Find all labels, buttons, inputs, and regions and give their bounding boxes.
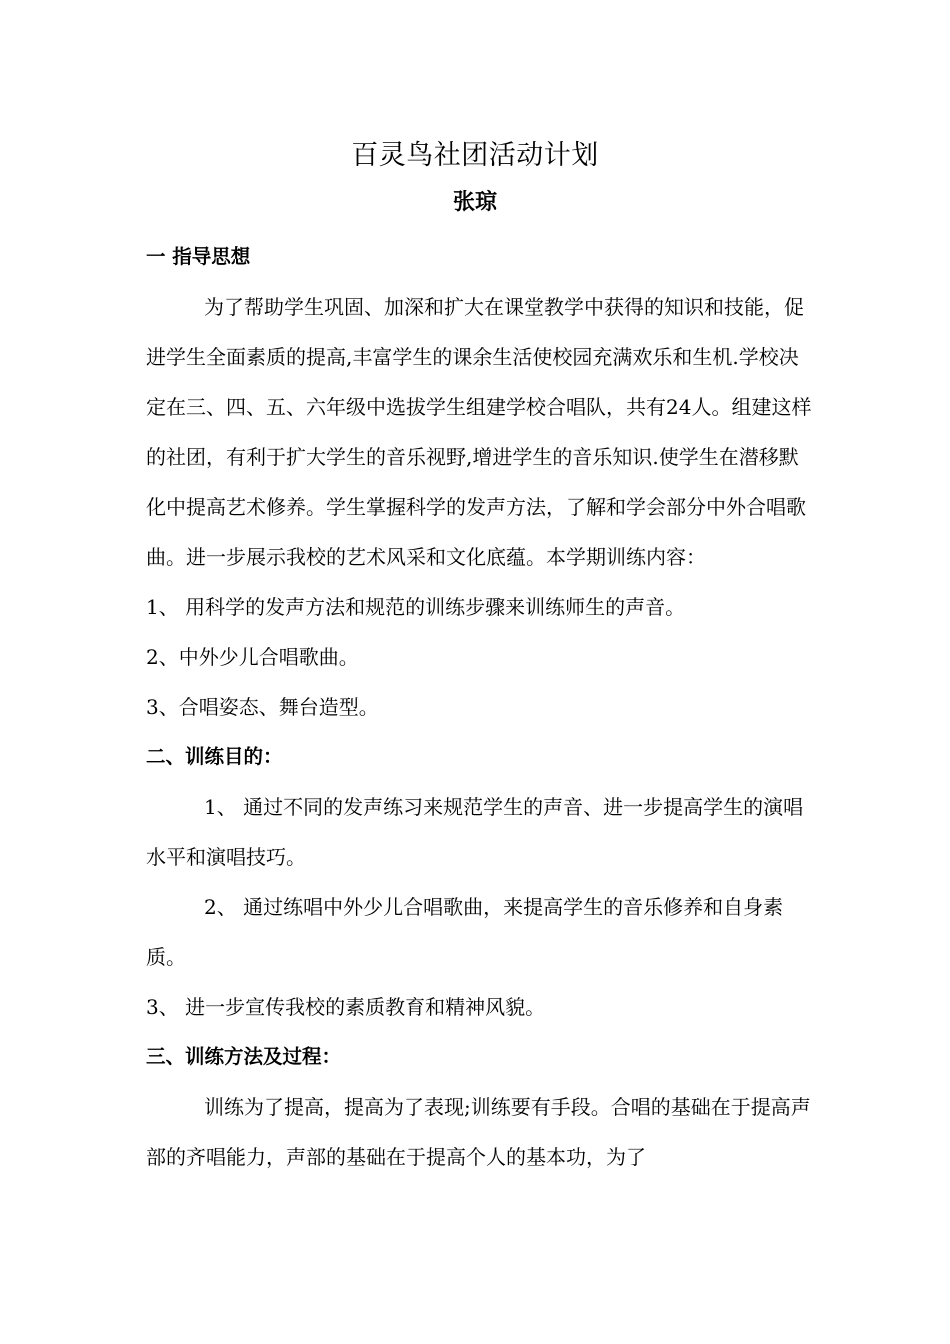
list-item: 1、 通过不同的发声练习来规范学生的声音、进一步提高学生的演唱水平和演唱技巧。 <box>146 795 804 869</box>
list-item: 2、 通过练唱中外少儿合唱歌曲，来提高学生的音乐修养和自身素质。 <box>146 895 784 969</box>
document-author: 张琼 <box>452 189 497 215</box>
section-heading-training-methods: 三、训练方法及过程： <box>146 1045 342 1068</box>
document-title: 百灵鸟社团活动计划 <box>351 140 599 171</box>
list-item: 3、合唱姿态、舞台造型。 <box>146 695 379 719</box>
list-item: 2、中外少儿合唱歌曲。 <box>146 645 359 669</box>
paragraph-guiding-thought: 为了帮助学生巩固、加深和扩大在课堂教学中获得的知识和技能，促进学生全面素质的提高,丰富学生的课余生活使校园充满欢乐和生机.学校决定在三、四、五、六年级中选拔学生组建学校合唱队，共有24人。组建这样的社团，有利于扩大学生的音乐视野,增进学生的音乐知识.使学生在潜移默化中提高艺术修养。学生掌握科学的发声方法，了解和学会部分中外合唱歌曲。进一步展示我校的艺术风采和文化底蕴。本学期训练内容： <box>146 295 812 569</box>
list-item: 1、 用科学的发声方法和规范的训练步骤来训练师生的声音。 <box>146 595 686 619</box>
list-item: 3、 进一步宣传我校的素质教育和精神风貌。 <box>146 995 546 1019</box>
section-heading-training-goals: 二、训练目的： <box>146 745 283 768</box>
paragraph-training-methods: 训练为了提高，提高为了表现;训练要有手段。合唱的基础在于提高声部的齐唱能力，声部的基础在于提高个人的基本功，为了 <box>146 1095 811 1169</box>
section-heading-guiding-thought: 一 指导思想 <box>146 245 251 268</box>
document-body <box>146 232 816 1182</box>
